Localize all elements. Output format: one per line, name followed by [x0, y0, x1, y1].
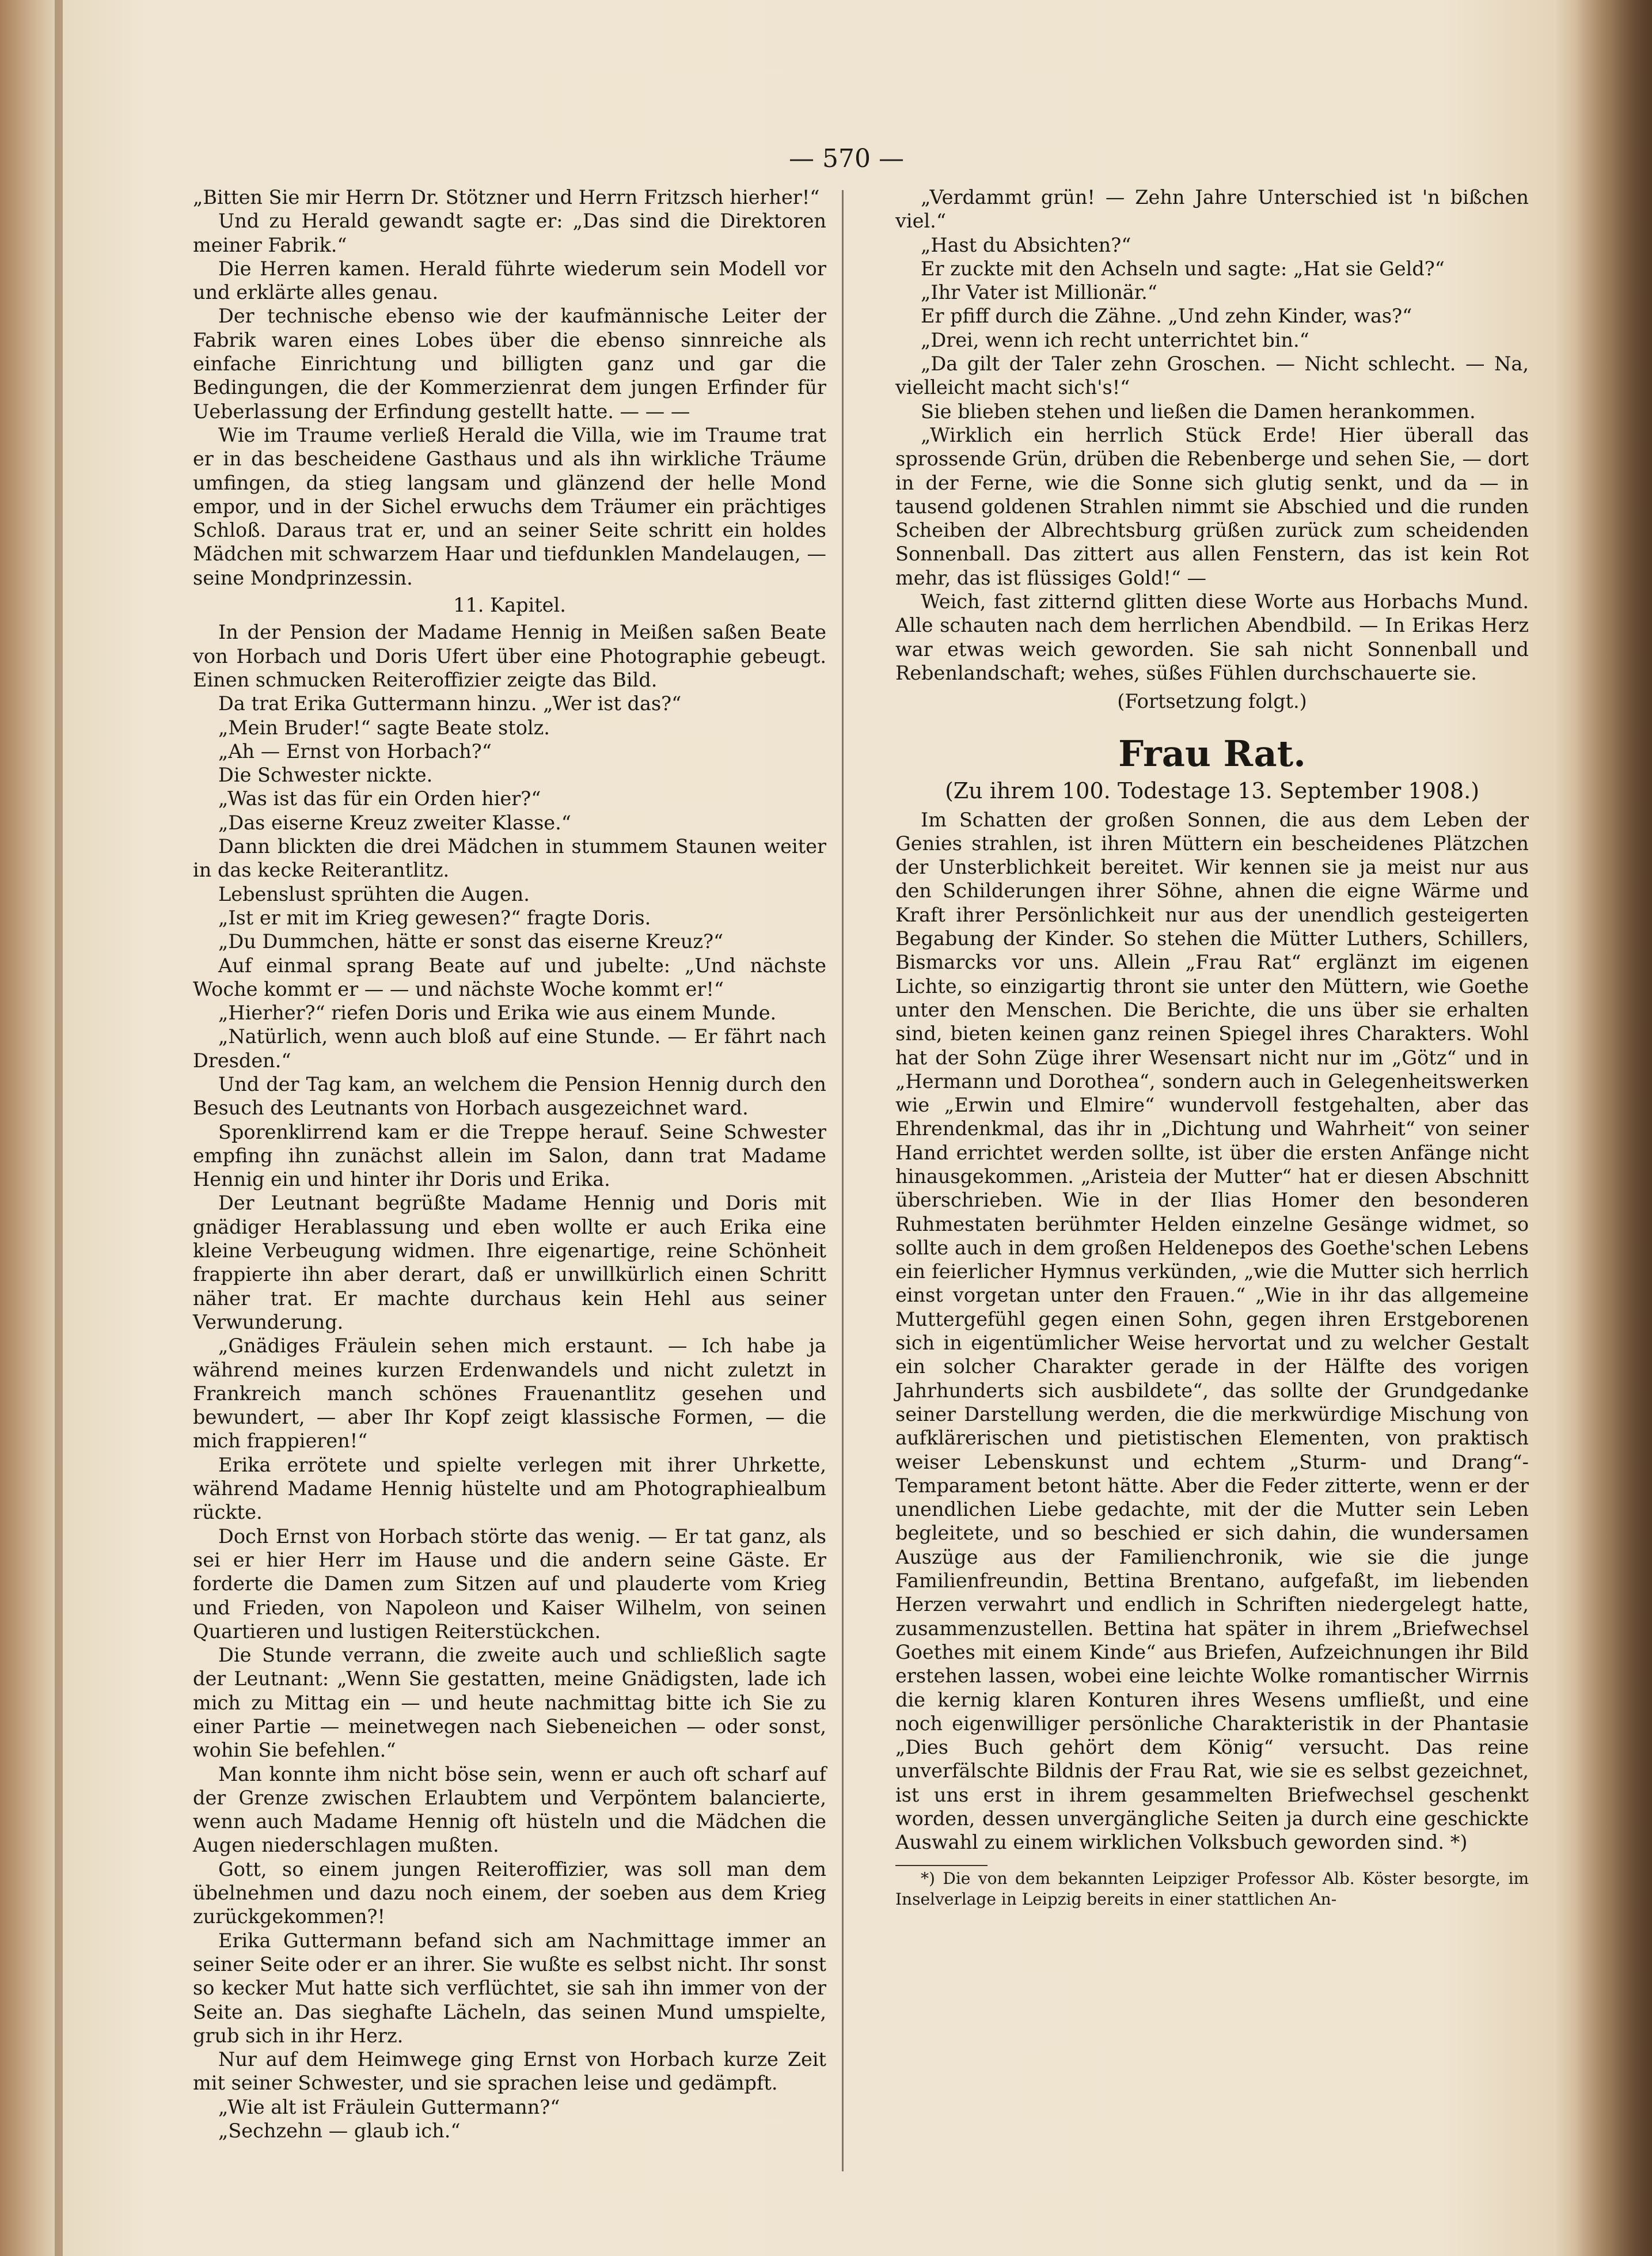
paragraph: Der technische ebenso wie der kaufmännische Leiter der Fabrik waren eines Lobes über die ebenso sinnreiche als einfache Einrichtung und billigten ganz und gar die Bedingungen, die der Kommerzienrat dem jungen Erfinder für Ueberlassung der Erfindung gestellt hatte. — — — [193, 305, 826, 423]
paragraph: Da trat Erika Guttermann hinzu. „Wer ist das?“ [218, 692, 682, 715]
paragraph: „Ihr Vater ist Millionär.“ [921, 281, 1157, 304]
paragraph: Erika errötete und spielte verlegen mit ihrer Uhrkette, während Madame Hennig hüstelte und am Photographiealbum rückte. [193, 1453, 826, 1524]
paragraph: „Drei, wenn ich recht unterrichtet bin.“ [921, 328, 1309, 351]
page-number: — 570 — [789, 144, 904, 173]
paragraph: „Mein Bruder!“ sagte Beate stolz. [218, 716, 550, 739]
paragraph: Er zuckte mit den Achseln und sagte: „Hat sie Geld?“ [921, 257, 1445, 280]
left-column [193, 185, 826, 2143]
paragraph: „Ist er mit im Krieg gewesen?“ fragte Doris. [218, 906, 651, 929]
paragraph: „Was ist das für ein Orden hier?“ [218, 787, 541, 810]
paragraph: „Hast du Absichten?“ [921, 233, 1131, 256]
paragraph: Sie blieben stehen und ließen die Damen herankommen. [921, 400, 1476, 423]
chapter-heading: 11. Kapitel. [453, 594, 566, 617]
paragraph: Lebenslust sprühten die Augen. [218, 882, 530, 905]
article-title: Frau Rat. [1118, 732, 1306, 775]
paragraph: „Wie alt ist Fräulein Guttermann?“ [218, 2095, 560, 2118]
paragraph: Die Schwester nickte. [218, 764, 433, 787]
paragraph: Der Leutnant begrüßte Madame Hennig und Doris mit gnädiger Herablassung und eben wollte er auch Erika eine kleine Verbeugung widmen. Ihre eigenartige, reine Schönheit frappierte ihn aber derart, daß er unwillkürlich einen Schritt näher trat. Er machte durchaus kein Hehl aus seiner Verwunderung. [193, 1192, 826, 1333]
column-divider [842, 190, 844, 2171]
right-column [895, 185, 1529, 1910]
paragraph: „Gnädiges Fräulein sehen mich erstaunt. — Ich habe ja während meines kurzen Erdenwandels und nicht zuletzt in Frankreich manch schönes Frauenantlitz gesehen und bewundert, — aber Ihr Kopf zeigt klassische Formen, — die mich frappieren!“ [193, 1334, 826, 1453]
paragraph: „Du Dummchen, hätte er sonst das eiserne Kreuz?“ [218, 930, 724, 953]
paragraph: Die Herren kamen. Herald führte wiederum sein Modell vor und erklärte alles genau. [193, 257, 826, 304]
footnote: *) Die von dem bekannten Leipziger Professor Alb. Köster besorgte, im Inselverlage in Leipzig bereits in einer stattlichen An- [895, 1868, 1529, 1909]
paragraph: „Ah — Ernst von Horbach?“ [218, 740, 492, 763]
page-curl-shadow [1575, 0, 1652, 2256]
paragraph: Sporenklirrend kam er die Treppe herauf. Seine Schwester empfing ihn zunächst allein im Salon, dann trat Madame Hennig ein und hinter ihr Doris und Erika. [193, 1120, 826, 1191]
paragraph: „Hierher?“ riefen Doris und Erika wie aus einem Munde. [218, 1002, 777, 1025]
paragraph: Weich, fast zitternd glitten diese Worte aus Horbachs Mund. Alle schauten nach dem herrlichen Abendbild. — In Erikas Herz war etwas weich geworden. Sie sah nicht Sonnenball und Rebenlandschaft; wehes, süßes Fühlen durchschauerte sie. [895, 590, 1529, 684]
paragraph: Er pfiff durch die Zähne. „Und zehn Kinder, was?“ [921, 305, 1412, 328]
article-paragraph: Im Schatten der großen Sonnen, die aus dem Leben der Genies strahlen, ist ihren Müttern ein bescheidenes Plätzchen der Unsterblichkeit bereitet. Wir kennen sie ja meist nur aus den Schilderungen ihrer Söhne, ahnen die eigne Wärme und Kraft ihrer Persönlichkeit nur aus der unendlich gesteigerten Begabung der Kinder. So stehen die Mütter Luthers, Schillers, Bismarcks vor uns. Allein „Frau Rat“ erglänzt im eigenen Lichte, so einzigartig thront sie unter den Müttern, wie Goethe unter den Menschen. Die Berichte, die uns über sie erhalten sind, bieten keinen ganz reinen Spiegel ihres Charakters. Wohl hat der Sohn Züge ihrer Wesensart nicht nur im „Götz“ und in „Hermann und Dorothea“, sondern auch in Gelegenheitswerken wie „Erwin und Elmire“ wundervoll festgehalten, aber das Ehrendenkmal, das ihr in „Dichtung und Wahrheit“ von seiner Hand errichtet werden sollte, ist über die ersten Anfänge nicht hinausgekommen. „Aristeia der Mutter“ hat er diesen Abschnitt überschrieben. Wie in der Ilias Homer den besonderen Ruhmestaten berühmter Helden einzelne Gesänge widmet, so sollte auch in dem großen Heldenepos des Goethe'schen Lebens ein feierlicher Hymnus verkünden, „wie die Mutter sich herrlich einst vorgetan unter den Frauen.“ „Wie in ihr das allgemeine Muttergefühl gegen einen Sohn, gegen ihren Erstgeborenen sich in eigentümlicher Weise hervortat und zu welcher Gestalt ein solcher Charakter gerade in der Hälfte des vorigen Jahrhunderts sich ausbildete“, das sollte der Grundgedanke seiner Darstellung werden, die die merkwürdige Mischung von aufklärerischen und pietistischen Elementen, von praktisch weiser Lebenskunst und echtem „Sturm- und Drang“-Temparament betont hätte. Aber die Feder zitterte, wenn er der unendlichen Liebe gedachte, mit der die Mutter sein Leben begleitete, und so beschied er sich dahin, die wundersamen Auszüge aus der Familienchronik, wie sie die junge Familienfreundin, Bettina Brentano, aufgefaßt, im liebenden Herzen verwahrt und endlich in Schriften niedergelegt hatte, zusammenzustellen. Bettina hat später in ihrem „Briefwechsel Goethes mit einem Kinde“ aus Briefen, Aufzeichnungen ihr Bild erstehen lassen, wobei eine leichte Wolke romantischer Wirrnis die kernig klaren Konturen ihres Wesens umfließt, und eine noch eigenwilliger persönliche Charakteristik in der Phantasie „Dies Buch gehört dem König“ versucht. Das reine unverfälschte Bildnis der Frau Rat, wie sie es selbst gezeichnet, ist uns erst in ihrem gesammelten Briefwechsel geschenkt worden, dessen unvergängliche Seiten ja durch eine geschickte Auswahl zu einem wirklichen Volksbuch geworden sind. *) [895, 808, 1529, 1854]
paragraph: „Bitten Sie mir Herrn Dr. Stötzner und Herrn Fritzsch hierher!“ [193, 186, 820, 208]
paragraph: Man konnte ihm nicht böse sein, wenn er auch oft scharf auf der Grenze zwischen Erlaubtem und Verpöntem balancierte, wenn auch Madame Hennig oft hüsteln und die Mädchen die Augen niederschlagen mußten. [193, 1762, 826, 1857]
paragraph: Die Stunde verrann, die zweite auch und schließlich sagte der Leutnant: „Wenn Sie gestatten, meine Gnädigsten, lade ich mich zu Mittag ein — und heute nachmittag bitte ich Sie zu einer Partie — meinetwegen nach Siebeneichen — oder sonst, wohin Sie befehlen.“ [193, 1644, 826, 1762]
paragraph: Und der Tag kam, an welchem die Pension Hennig durch den Besuch des Leutnants von Horbach ausgezeichnet ward. [193, 1072, 826, 1120]
paragraph: In der Pension der Madame Hennig in Meißen saßen Beate von Horbach und Doris Ufert über eine Photographie gebeugt. Einen schmucken Reiteroffizier zeigte das Bild. [193, 621, 826, 691]
footnote-rule [895, 1865, 988, 1866]
paragraph: „Verdammt grün! — Zehn Jahre Unterschied ist 'n bißchen viel.“ [895, 186, 1529, 233]
paragraph: „Da gilt der Taler zehn Groschen. — Nicht schlecht. — Na, vielleicht macht sich's!“ [895, 352, 1529, 399]
paragraph: Gott, so einem jungen Reiteroffizier, was soll man dem übelnehmen und dazu noch einem, der soeben aus dem Krieg zurückgekommen?! [193, 1857, 826, 1928]
paragraph: „Das eiserne Kreuz zweiter Klasse.“ [218, 811, 571, 834]
article-subtitle: (Zu ihrem 100. Todestage 13. September 1908.) [944, 778, 1480, 803]
paragraph: Nur auf dem Heimwege ging Ernst von Horbach kurze Zeit mit seiner Schwester, und sie sprachen leise und gedämpft. [193, 2048, 826, 2095]
paragraph: „Natürlich, wenn auch bloß auf eine Stunde. — Er fährt nach Dresden.“ [193, 1025, 826, 1072]
paragraph: „Wirklich ein herrlich Stück Erde! Hier überall das sprossende Grün, drüben die Rebenberge und sehen Sie, — dort in der Ferne, wie die Sonne sich glutig senkt, und da — in tausend goldenen Strahlen nimmt sie Abschied und die runden Scheiben der Albrechtsburg grüßen zurück zum scheidenden Sonnenball. Das zittert aus allen Fenstern, das ist kein Rot mehr, das ist flüssiges Gold!“ — [895, 423, 1529, 589]
paragraph: „Sechzehn — glaub ich.“ [218, 2119, 461, 2143]
continuation-note: (Fortsetzung folgt.) [1117, 690, 1307, 713]
paragraph: Doch Ernst von Horbach störte das wenig. — Er tat ganz, als sei er hier Herr im Hause und die andern seine Gäste. Er forderte die Damen zum Sitzen auf und plauderte vom Krieg und Frieden, von Napoleon und Kaiser Wilhelm, von seinen Quartieren und lustigen Reiterstückchen. [193, 1525, 826, 1643]
binding-gutter [55, 0, 63, 2256]
paragraph: Auf einmal sprang Beate auf und jubelte: „Und nächste Woche kommt er — — und nächste Woche kommt er!“ [193, 954, 826, 1000]
paragraph: Und zu Herald gewandt sagte er: „Das sind die Direktoren meiner Fabrik.“ [193, 210, 826, 256]
paragraph: Wie im Traume verließ Herald die Villa, wie im Traume trat er in das bescheidene Gasthaus und als ihn wirkliche Träume umfingen, da stieg langsam und glänzend der helle Mond empor, und in der Sichel erwuchs dem Träumer ein prächtiges Schloß. Daraus trat er, und an seiner Seite schritt ein holdes Mädchen mit schwarzem Haar und tiefdunklen Mandelaugen, — seine Mondprinzessin. [193, 423, 826, 589]
paragraph: Erika Guttermann befand sich am Nachmittage immer an seiner Seite oder er an ihrer. Sie wußte es selbst nicht. Ihr sonst so kecker Mut hatte sich verflüchtet, sie sah ihn immer von der Seite an. Das sieghafte Lächeln, das seinen Mund umspielte, grub sich in ihr Herz. [193, 1929, 826, 2047]
paragraph: Dann blickten die drei Mädchen in stummem Staunen weiter in das kecke Reiterantlitz. [193, 835, 826, 882]
